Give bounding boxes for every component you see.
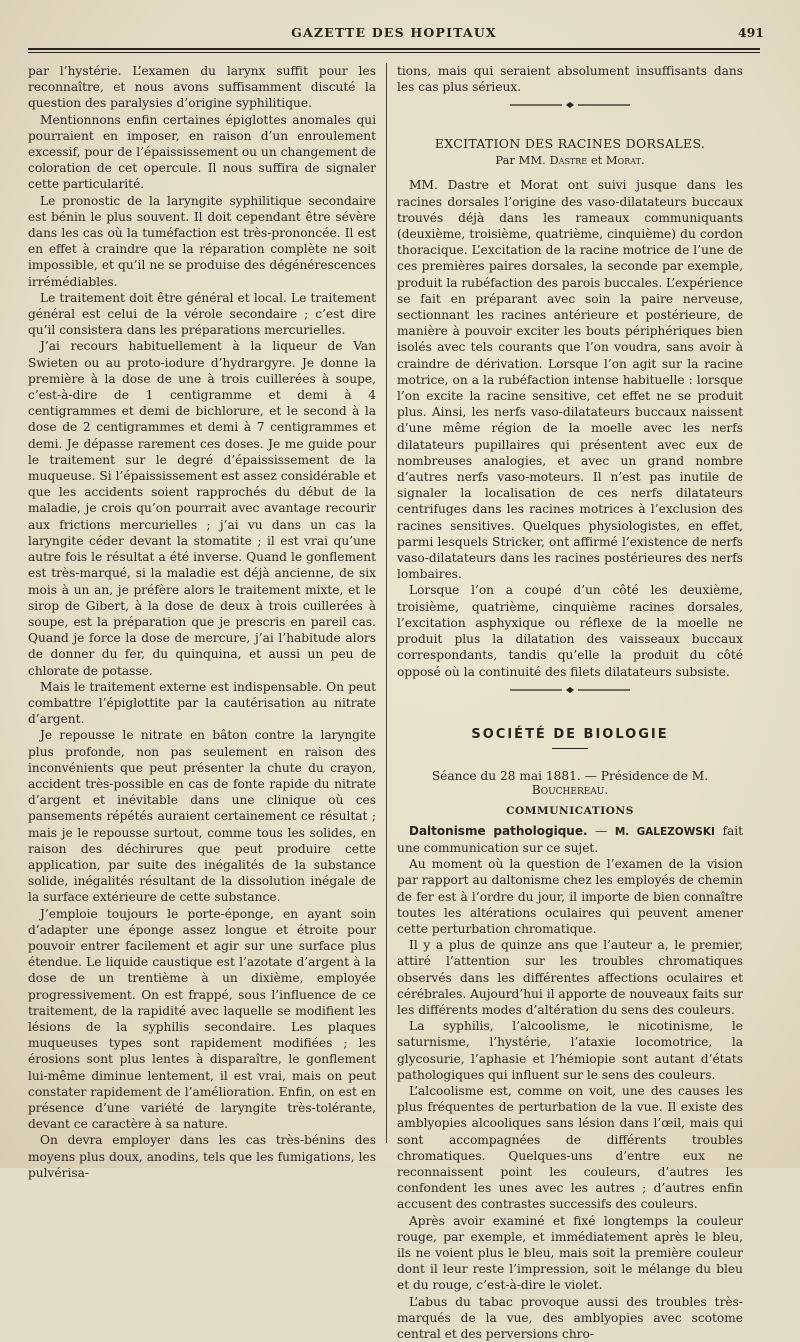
paragraph: On devra employer dans les cas très-bénins des moyens plus doux, anodins, tels que les fumigations, les pulvérisa-: [28, 1133, 376, 1180]
communications-label: COMMUNICATIONS: [506, 804, 634, 817]
lead-text: fait une communication sur ce sujet.: [397, 823, 744, 855]
paragraph: J’emploie toujours le porte-éponge, en ayant soin d’adapter une éponge assez longue et étroite pour pouvoir entrer facilement et agir sur une surface plus étendue. Le liquide caustique est l’azotate d’argent à la dose de un trentième à un dixième, employée progressivement. On est frappé, sous l’influence de ce traitement, de la rapidité avec laquelle se modifient les lésions de la syphilis secondaire. Les plaques muqueuses types sont rapidement modifiées ; les érosions sont plus lentes à disparaître, le gonflement lui-même diminue lentement, il est vrai, mais on peut constater rapidement de l’amélioration. Enfin, on est en présence d’une variété de laryngite très-tolérante, devant ce caractère à sa nature.: [28, 906, 376, 1132]
paragraph: Il y a plus de quinze ans que l’auteur a, le premier, attiré l’attention sur les troubles chromatiques observés dans les différentes affections oculaires et cérébrales. Aujourd’hui il apporte de nouveaux faits sur les différents modes d’altération du sens des couleurs.: [397, 938, 743, 1017]
paragraph: L’alcoolisme est, comme on voit, une des causes les plus fréquentes de perturbation de la vue. Il existe des amblyopies alcooliques sans lésion dans l’œil, mais qui sont accompagnées de différents troubles chromatiques. Quelques-uns d’entre eux ne reconnaissent point les couleurs, d’autres les confondent les unes avec les autres ; d’autres enfin accusent des contrastes successifs des couleurs.: [397, 1083, 743, 1212]
president-name: Bouchereau: [531, 782, 605, 797]
ornamental-separator: [397, 687, 743, 705]
paragraph: Lorsque l’on a coupé d’un côté les deuxième, troisième, quatrième, cinquième racines dorsales, l’excitation asphyxique ou réflexe de la moelle ne produit plus la dilatation des vaisseaux buccaux correspondants, tandis qu’elle la produit du côté opposé où la continuité des filets dilatateurs subsiste.: [397, 583, 743, 679]
paragraph: Mais le traitement externe est indispensable. On peut combattre l’épiglottite par la cautérisation au nitrate d’argent.: [28, 679, 376, 727]
author-name: Morat: [605, 153, 641, 168]
two-column-body: [28, 63, 760, 1342]
short-rule: [552, 748, 588, 749]
section-title: EXCITATION DES RACINES DORSALES.: [434, 136, 706, 152]
paragraph: MM. Dastre et Morat ont suivi jusque dans les racines dorsales l’origine des vaso-dilatateurs buccaux trouvés déjà dans les rameaux communiquants (deuxième, troisième, quatrième, cinquième) du cordon thoracique. L’excitation de la racine motrice de l’une de ces premières paires dorsales, la seconde par exemple, produit la rubéfaction des parois buccales. L’expérience se fait en préparant avec soin la paire nerveuse, sectionnant les racines antérieure et postérieure, de manière à pouvoir exciter les bouts périphériques bien isolés avec tels courants que l’on voudra, sans avoir à craindre de dérivation. Lorsque l’on agit sur la racine motrice, on a la rubéfaction intense habituelle : lorsque l’on excite la racine sensitive, cet effet ne se produit plus. Ainsi, les nerfs vaso-dilatateurs buccaux naissent d’une même région de la moelle avec les nerfs dilatateurs pupillaires qui présentent avec eux de nombreuses analogies, et avec un grand nombre d’autres nerfs vaso-moteurs. Il n’est pas inutile de signaler la localisation de ces nerfs dilatateurs centrifuges dans les racines motrices à l’exclusion des racines sensitives. Quelques physiologistes, en effet, parmi lesquels Stricker, ont affirmé l’existence de nerfs vaso-dilatateurs dans les racines postérieures des nerfs lombaires.: [397, 178, 743, 582]
running-header: [28, 22, 764, 44]
session-suffix: .: [604, 782, 609, 797]
paragraph: La syphilis, l’alcoolisme, le nicotinisme, le saturnisme, l’hystérie, l’ataxie locomotrice, la glycosurie, l’aphasie et l’hémiopie sont autant d’états pathologiques qui influent sur le sens des couleurs.: [397, 1019, 743, 1082]
paragraph: Au moment où la question de l’examen de la vision par rapport au daltonisme chez les employés de chemin de fer est à l’ordre du jour, il importe de bien connaître toutes les altérations oculaires qui peuvent amener cette perturbation chromatique.: [397, 857, 743, 936]
left-column: [28, 63, 384, 1342]
paragraph: Après avoir examiné et fixé longtemps la couleur rouge, par exemple, et immédiatement après le bleu, ils ne voient plus le bleu, mais soit la première couleur dont il leur reste l’impression, soit le mélange du bleu et du rouge, c’est-à-dire le violet.: [397, 1213, 743, 1293]
paragraph: Le traitement doit être général et local. Le traitement général est celui de la vérole secondaire ; c’est dire qu’il consistera dans les préparations mercurielles.: [28, 290, 376, 338]
ornamental-separator: [397, 102, 743, 120]
speaker-name: M. GALEZOWSKI: [614, 825, 715, 838]
byline-conjunction: et: [590, 153, 603, 168]
lead-paragraph: [397, 823, 743, 856]
byline-prefix: Par MM.: [495, 153, 546, 168]
header-rule: [28, 48, 760, 53]
dash: —: [587, 823, 615, 838]
paragraph: J’ai recours habituellement à la liqueur de Van Swieten ou au proto-iodure d’hydrargyre. Je donne la première à la dose de une à trois cuillerées à soupe, c’est-à-dire de 1 centigramme et demi à 4 centigrammes et demi de bichlorure, et le second à la dose de 2 centigrammes et demi à 7 centigrammes et demi. Je dépasse rarement ces doses. Je me guide pour le traitement sur le degré d’épaississement de la muqueuse. Si l’épaississement est assez considérable et que les accidents soient rapprochés du début de la maladie, je crois qu’on pourrait avec avantage recourir aux frictions mercurielles ; j’ai vu dans un cas la laryngite céder devant la stomatite ; il est vrai qu’une autre fois le résultat a été inverse. Quand le gonflement est très-marqué, si la maladie est déjà ancienne, de six mois à un an, je préfère alors le traitement mixte, et le sirop de Gibert, à la dose de deux à trois cuillerées à soupe, est la préparation que je prescris en pareil cas. Quand je force la dose de mercure, j’ai l’habitude alors de donner du fer, du quinquina, et aussi un peu de chlorate de potasse.: [28, 339, 376, 678]
paragraph: Je repousse le nitrate en bâton contre la laryngite plus profonde, non pas seulement en raison des inconvénients que peut présenter la chute du crayon, accident très-possible en cas de fonte rapide du nitrate d’argent et inévitable dans une clinique où ces pansements répétés auraient certainement ce résultat ; mais je le repousse surtout, comme tous les solides, en raison des déchirures que peut produire cette application, par suite des inégalités de la substance solide, inégalités résultant de la dissolution inégale de la surface extérieure de cette substance.: [28, 728, 376, 905]
paragraph-continuation: tions, mais qui seraient absolument insuffisants dans les cas plus sérieux.: [397, 64, 743, 95]
paragraph: par l’hystérie. L’examen du larynx suffit pour les reconnaître, et nous avons suffisamment discuté la question des paralysies d’origine syphilitique.: [28, 64, 376, 111]
society-heading: SOCIÉTÉ DE BIOLOGIE: [471, 726, 669, 742]
author-name: Dastre: [549, 153, 588, 168]
paragraph: Mentionnons enfin certaines épiglottes anomales qui pourraient en imposer, en raison d’un enroulement excessif, pour de l’épaississement ou un changement de coloration de cet opercule. Il nous suffira de signaler cette particularité.: [28, 112, 376, 192]
byline-suffix: .: [640, 153, 645, 168]
topic-title: Daltonisme pathologique.: [409, 823, 588, 838]
paragraph: Le pronostic de la laryngite syphilitique secondaire est bénin le plus souvent. Il doit cependant être sévère dans les cas où la tuméfaction est très-prononcée. Il est en effet à craindre que la réparation complète ne soit impossible, et qu’il ne se produise des dégénérescences irrémédiables.: [28, 193, 376, 289]
page-number: 491: [737, 25, 764, 40]
journal-title: GAZETTE DES HOPITAUX: [291, 25, 497, 40]
right-column: [387, 63, 743, 1342]
paragraph: L’abus du tabac provoque aussi des troubles très-marqués de la vue, des amblyopies avec scotome central et des perversions chro-: [397, 1294, 743, 1341]
byline: [397, 153, 743, 167]
session-prefix: Séance du 28 mai 1881. — Présidence de M.: [431, 768, 709, 783]
session-line: [397, 769, 743, 797]
